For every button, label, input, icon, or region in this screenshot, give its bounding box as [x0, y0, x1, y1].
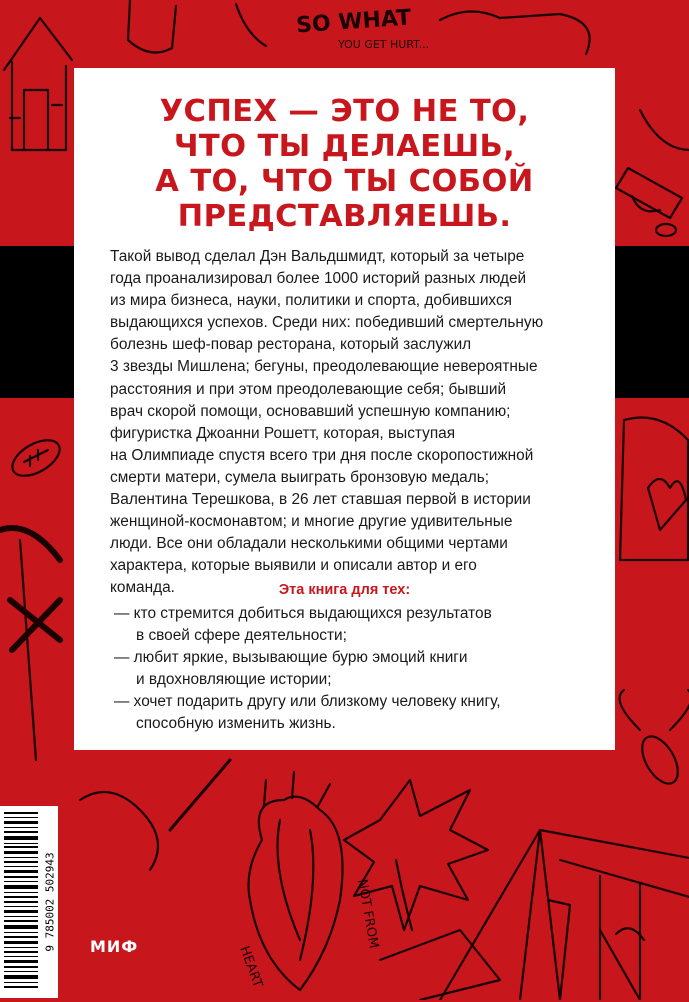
doodle-text-you-get-hurt: YOU GET HURT...: [338, 38, 430, 51]
audience-item-line: — хочет подарить другу или близкому человеку книгу,: [114, 693, 501, 711]
doodle-text-not-from: NOT FROM: [354, 878, 381, 950]
description-line: Валентина Терешкова, в 26 лет ставшая первой в истории: [110, 491, 531, 509]
description-line: команда.: [110, 579, 175, 597]
description-line: на Олимпиаде спустя всего три дня после скоропостижной: [110, 446, 534, 464]
doodle-text-heart: HEART: [236, 944, 266, 990]
audience-item-line: — кто стремится добиться выдающихся результатов: [114, 605, 492, 622]
description-line: характера, которые выявили и описали автор и его: [110, 557, 477, 575]
description-line: врач скорой помощи, основавший успешную компанию;: [110, 402, 511, 420]
content-panel: [74, 68, 615, 750]
description-line: 3 звезды Мишлена; бегуны, преодолевающие невероятные: [110, 358, 538, 376]
audience-item-line: способную изменить жизнь.: [136, 715, 336, 733]
audience-item-line: и вдохновляющие истории;: [136, 671, 332, 689]
description: [110, 246, 600, 600]
barcode-digits: 9 785002 502943: [43, 852, 57, 952]
description-line: из мира бизнеса, науки, политики и спорта, добившихся: [110, 292, 512, 310]
description-line: люди. Все они обладали несколькими общими чертами: [110, 535, 508, 553]
description-line: выдающихся успехов. Среди них: победивший смертельную: [110, 314, 544, 332]
headline-line: А ТО, ЧТО ТЫ СОБОЙ: [155, 164, 534, 199]
description-line: болезнь шеф-повар ресторана, который заслужил: [110, 336, 472, 354]
headline-line: УСПЕХ — ЭТО НЕ ТО,: [159, 94, 530, 129]
doodle-text-so-what: SO WHAT: [295, 5, 413, 39]
description-line: женщиной-космонавтом; и многие другие удивительные: [110, 513, 513, 531]
headline-line: ЧТО ТЫ ДЕЛАЕШЬ,: [173, 129, 516, 164]
description-line: фигуристка Джоанни Рошетт, которая, выступая: [110, 424, 456, 442]
publisher-logo: МИФ: [90, 937, 139, 956]
description-line: Такой вывод сделал Дэн Вальдшмидт, который за четыре: [110, 248, 525, 265]
headline: [74, 94, 615, 234]
audience-item-line: — любит яркие, вызывающие бурю эмоций книги: [114, 649, 468, 667]
barcode: [0, 806, 58, 998]
description-line: года проанализировал более 1000 историй разных людей: [110, 270, 527, 288]
description-line: смерти матери, сумела выиграть бронзовую медаль;: [110, 468, 490, 486]
description-line: расстояния и при этом преодолевающие себя; бывший: [110, 380, 507, 398]
headline-line: ПРЕДСТАВЛЯЕШЬ.: [177, 199, 512, 234]
audience-item-line: в своей сфере деятельности;: [136, 627, 347, 645]
audience-title: Эта книга для тех:: [278, 582, 411, 598]
audience-list: [114, 603, 604, 736]
